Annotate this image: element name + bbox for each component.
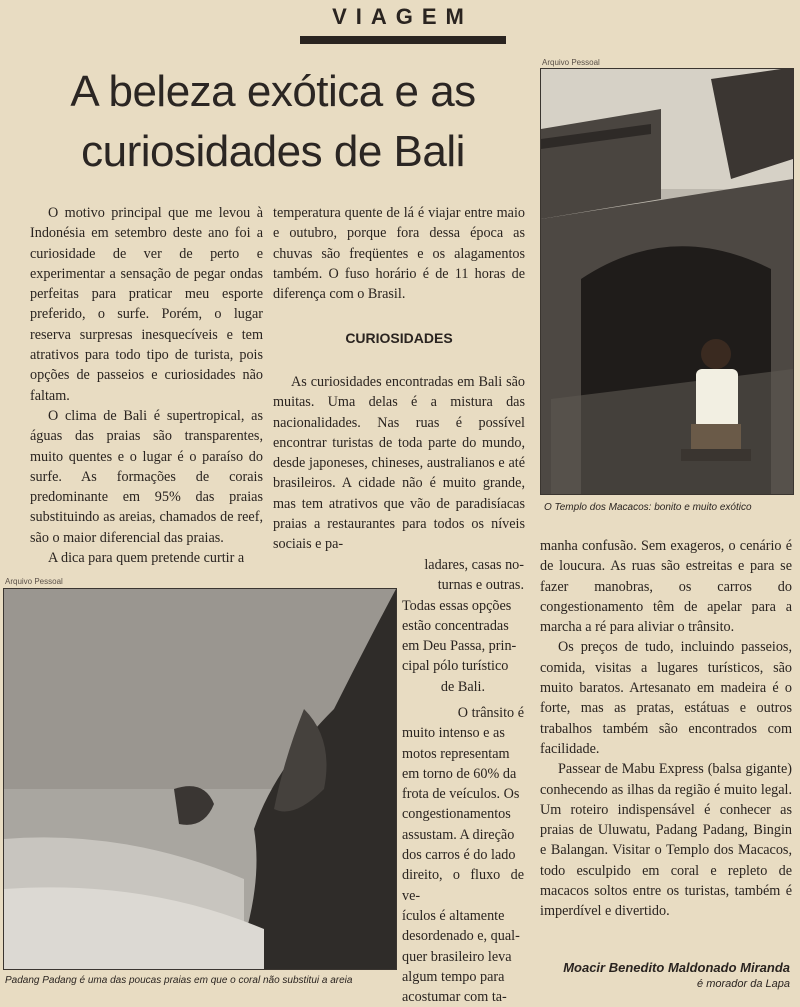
column-1 <box>30 203 263 568</box>
narrow-line: estão concentradas <box>402 617 509 634</box>
column-2-paragraph-2: As curiosidades encontradas em Bali são muitas. Uma delas é a mistura das nacionalidades. Nas ruas é possível encontrar turistas de toda parte do mundo, desde japoneses, chineses, australianos e até brasileiros. A cidade não é muito grande, mas tem atrativos que vão de paradisíacas praias a restaurantes para todos os níveis sociais e pa- <box>273 374 525 553</box>
narrow-line: direito, o fluxo de ve- <box>402 867 524 904</box>
headline-line-1: A beleza exótica e as <box>70 67 476 116</box>
headline <box>18 62 528 182</box>
temple-photo-credit: Arquivo Pessoal <box>542 58 600 67</box>
temple-photo-caption: O Templo dos Macacos: bonito e muito exótico <box>544 502 752 513</box>
narrow-line: frota de veículos. Os <box>402 786 520 803</box>
temple-photo <box>540 68 794 495</box>
narrow-line: algum tempo para <box>402 968 505 985</box>
narrow-line: dos carros é do lado <box>402 847 516 864</box>
narrow-line: ladares, casas no- <box>424 557 524 573</box>
narrow-line: cipal pólo turístico <box>402 658 509 675</box>
narrow-line: em Deu Passa, prin- <box>402 638 517 655</box>
section-label: VIAGEM <box>332 4 473 29</box>
narrow-line: acostumar com ta- <box>402 989 507 1006</box>
column-2-middle <box>273 372 525 555</box>
column-3-paragraph-3: Passear de Mabu Express (balsa gigante) conhecendo as ilhas da região é muito legal. Um roteiro indispensável é conhecer as praias de Uluwatu, Padang Padang, Bingin e Balangan. Visitar o Templo dos Macacos, todo esculpido em coral e repleto de macacos soltos entre os turistas, também é imperdível e divertido. <box>540 761 792 920</box>
column-2-upper <box>273 203 525 304</box>
curiosidades-heading: CURIOSIDADES <box>345 330 453 346</box>
narrow-line: ículos é altamente <box>402 907 505 924</box>
narrow-line: muito intenso e as <box>402 725 505 742</box>
author-note: é morador da Lapa <box>697 978 790 990</box>
column-3-paragraph-2: Os preços de tudo, incluindo passeios, comida, visitas a lugares turísticos, são muito baratos. Artesanato em madeira é o forte, mas as pratas, estátuas e outros trabalhos também são encontrados com facilidade. <box>540 639 792 757</box>
beach-photo-image <box>4 589 396 969</box>
narrow-line: assustam. A direção <box>402 826 515 843</box>
column-2-narrow-2 <box>402 703 524 1007</box>
beach-photo-credit: Arquivo Pessoal <box>5 577 63 586</box>
narrow-line: desordenado e, qual- <box>402 928 520 945</box>
section-rule <box>300 36 506 44</box>
narrow-line: quer brasileiro leva <box>402 948 512 965</box>
narrow-line: em torno de 60% da <box>402 765 517 782</box>
temple-photo-image <box>541 69 793 494</box>
narrow-line: congestionamentos <box>402 806 511 823</box>
author-name: Moacir Benedito Maldonado Miranda <box>563 960 790 975</box>
narrow-line: motos representam <box>402 745 510 762</box>
column-1-paragraph-2: O clima de Bali é supertropical, as águas das praias são transparentes, muito quentes e o lugar é o paraíso do surfe. As formações de corais predominante em 95% das praias substituindo as areias, chamados de reef, são o maior diferencial das praias. <box>30 407 263 546</box>
headline-line-2: curiosidades de Bali <box>81 127 465 176</box>
column-3 <box>540 536 792 922</box>
narrow-line: O trânsito é <box>457 705 524 721</box>
narrow-line: Todas essas opções <box>402 597 512 614</box>
column-3-paragraph-1: manha confusão. Sem exageros, o cenário é de loucura. As ruas são estreitas e para se fazer manobras, os carros do congestionamento têm de apelar para a marcha a ré para aliviar o trânsito. <box>540 538 792 636</box>
beach-photo <box>3 588 397 970</box>
narrow-line: de Bali. <box>440 678 486 695</box>
column-2-narrow <box>402 555 524 697</box>
beach-photo-caption: Padang Padang é uma das poucas praias em que o coral não substitui a areia <box>5 975 353 986</box>
column-2-paragraph-1: temperatura quente de lá é viajar entre maio e outubro, porque fora dessa época as chuvas são freqüentes e os alagamentos também. O fuso horário é de 11 horas de diferença com o Brasil. <box>273 205 525 303</box>
column-1-paragraph-3: A dica para quem pretende curtir a <box>48 550 245 567</box>
column-1-paragraph-1: O motivo principal que me levou à Indonésia em setembro deste ano foi a curiosidade de ver de perto e experimentar a sensação de pegar ondas perfeitas para praticar meu esporte preferido, o surfe. Porém, o lugar reserva surpresas inesquecíveis e tem atrativos para todo tipo de turista, pois opções de passeios e curiosidades não faltam. <box>30 205 263 404</box>
narrow-line: turnas e outras. <box>437 577 524 594</box>
